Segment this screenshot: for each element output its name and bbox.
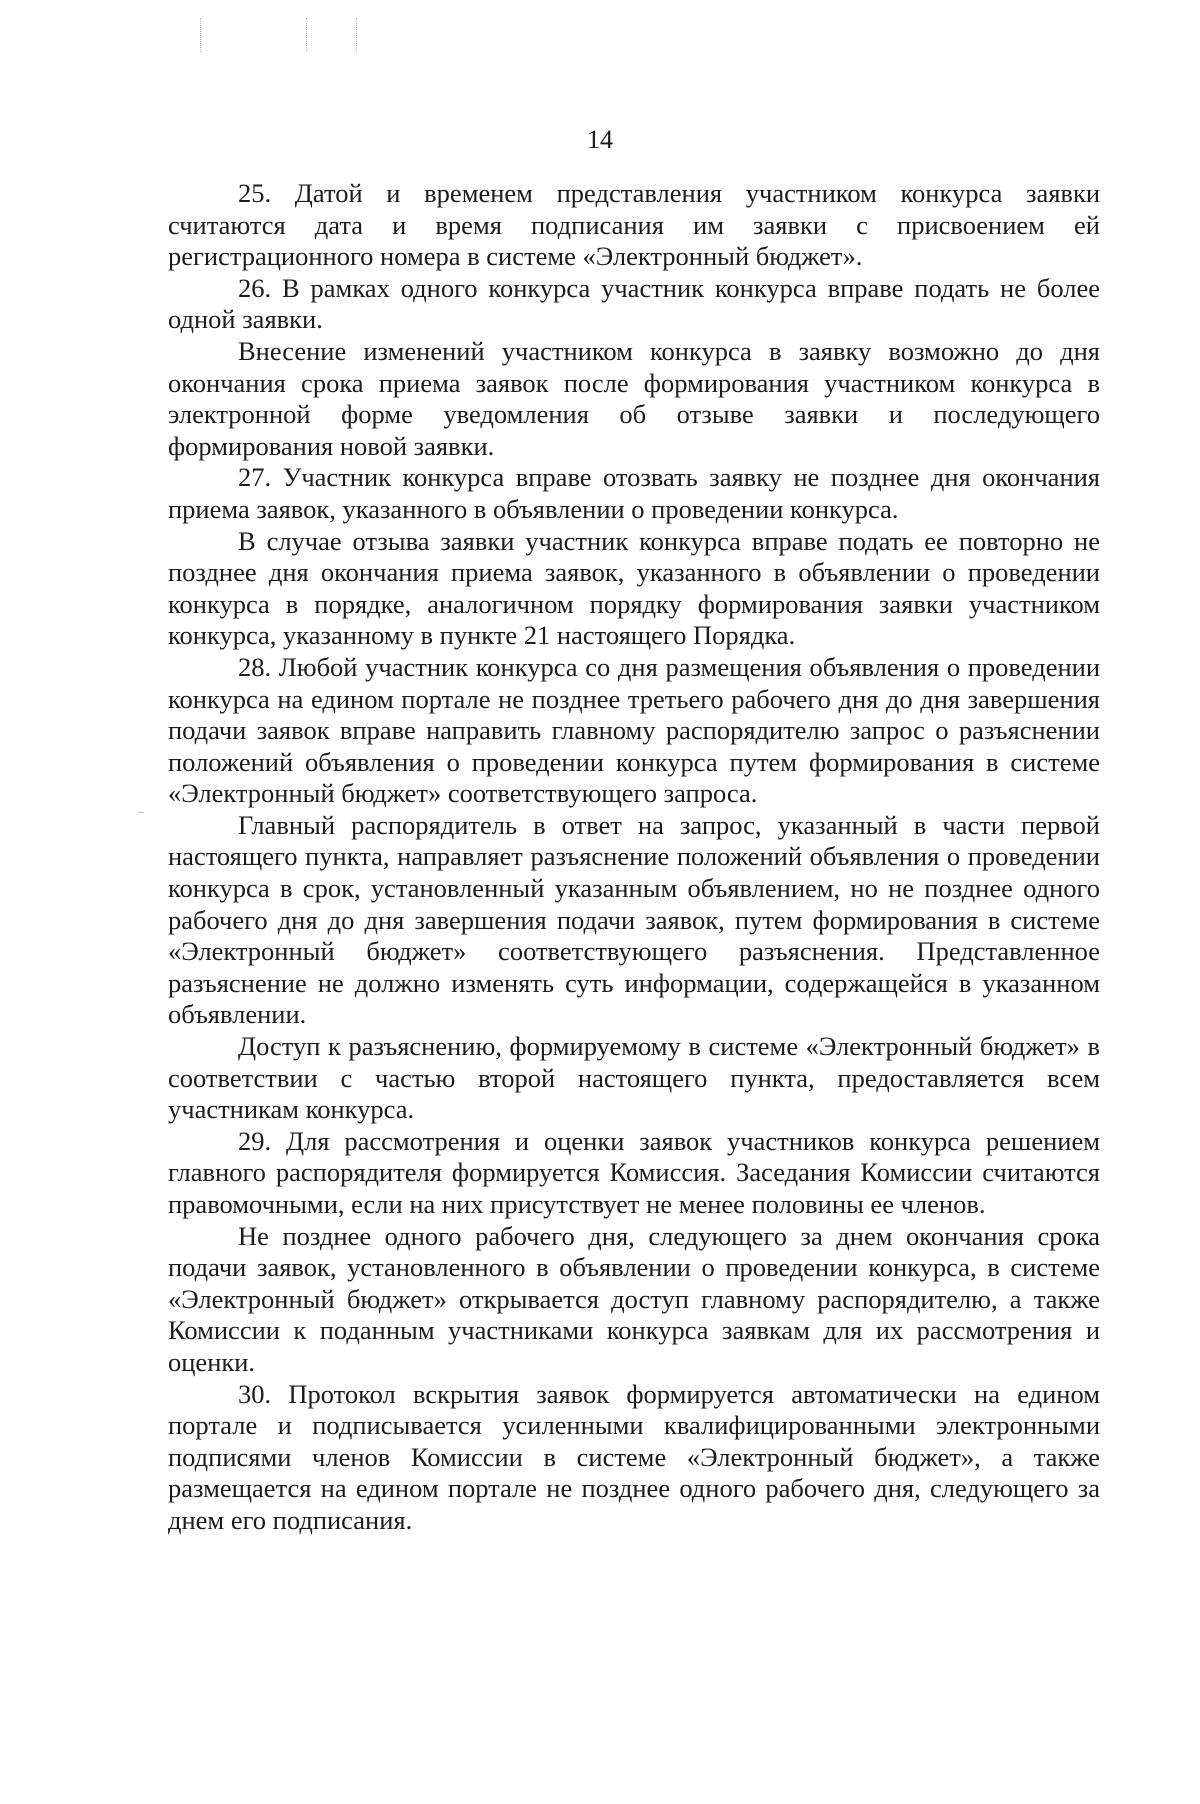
paragraph-28: 28. Любой участник конкурса со дня размещения объявления о проведении конкурса на едином портале не позднее третьего рабочего дня до дня завершения подачи заявок вправе направить главному распорядителю запрос о разъяснении положений объявления о проведении конкурса путем формирования в системе «Электронный бюджет» соответствующего запроса. xyxy=(168,651,1100,809)
document-body xyxy=(168,178,1100,1537)
paragraph-29-access: Не позднее одного рабочего дня, следующего за днем окончания срока подачи заявок, установленного в объявлении о проведении конкурса, в системе «Электронный бюджет» открывается доступ главному распорядителю, а также Комиссии к поданным участниками конкурса заявкам для их рассмотрения и оценки. xyxy=(168,1220,1100,1377)
page-number: 14 xyxy=(587,125,613,154)
scan-speck xyxy=(138,812,144,813)
paragraph-29: 29. Для рассмотрения и оценки заявок участников конкурса решением главного распорядителя формируется Комиссия. Заседания Комиссии считаются правомочными, если на них присутствует не менее половины ее членов. xyxy=(168,1125,1100,1219)
paragraph-26: 26. В рамках одного конкурса участник конкурса вправе подать не более одной заявки. xyxy=(168,272,1100,335)
paragraph-28-access: Доступ к разъяснению, формируемому в системе «Электронный бюджет» в соответствии с частью второй настоящего пункта, предоставляется всем участникам конкурса. xyxy=(168,1031,1100,1125)
paragraph-27-withdrawal: В случае отзыва заявки участник конкурса вправе подать ее повторно не позднее дня окончания приема заявок, указанного в объявлении о проведении конкурса в порядке, аналогичном порядку формирования заявки участником конкурса, указанному в пункте 21 настоящего Порядка. xyxy=(168,525,1100,651)
scan-artifact-marks xyxy=(200,18,360,52)
paragraph-28-response: Главный распорядитель в ответ на запрос, указанный в части первой настоящего пункта, направляет разъяснение положений объявления о проведении конкурса в срок, установленный указанным объявлением, но не позднее одного рабочего дня до дня завершения подачи заявок, путем формирования в системе «Электронный бюджет» соответствующего разъяснения. Представленное разъяснение не должно изменять суть информации, содержащейся в указанном объявлении. xyxy=(168,809,1100,1030)
paragraph-25: 25. Датой и временем представления участником конкурса заявки считаются дата и время подписания им заявки с присвоением ей регистрационного номера в системе «Электронный бюджет». xyxy=(168,178,1100,272)
paragraph-26-changes: Внесение изменений участником конкурса в заявку возможно до дня окончания срока приема заявок после формирования участником конкурса в электронной форме уведомления об отзыве заявки и последующего формирования новой заявки. xyxy=(168,335,1100,461)
paragraph-30: 30. Протокол вскрытия заявок формируется автоматически на едином портале и подписывается усиленными квалифицированными электронными подписями членов Комиссии в системе «Электронный бюджет», а также размещается на едином портале не позднее одного рабочего дня, следующего за днем его подписания. xyxy=(168,1378,1100,1535)
paragraph-27: 27. Участник конкурса вправе отозвать заявку не позднее дня окончания приема заявок, указанного в объявлении о проведении конкурса. xyxy=(168,462,1100,524)
